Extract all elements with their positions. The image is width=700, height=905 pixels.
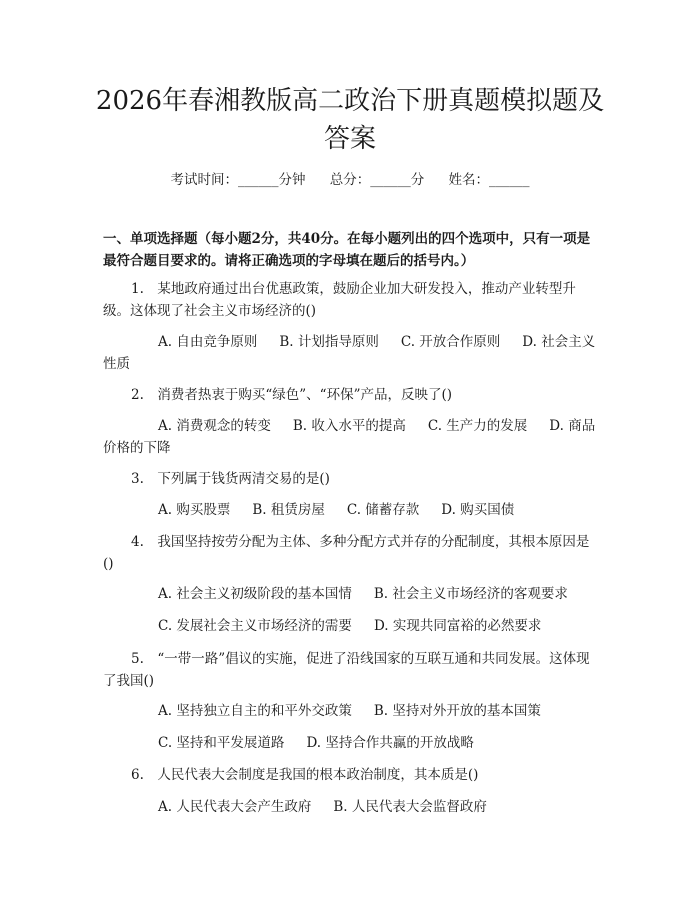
question-options: [103, 415, 599, 459]
option-c: C. 坚持和平发展道路: [158, 735, 285, 751]
exam-time-field: 考试时间：______分钟: [170, 172, 306, 188]
option-c: C. 储蓄存款: [346, 502, 420, 518]
exam-info: [0, 168, 700, 188]
question-options: [103, 331, 599, 375]
option-b: B. 计划指导原则: [279, 334, 379, 350]
option-a: A. 自由竞争原则: [158, 334, 258, 350]
option-a: A. 购买股票: [158, 502, 231, 518]
option-a: A. 人民代表大会产生政府: [158, 799, 312, 815]
section-heading: 一、单项选择题（每小题2分，共40分。在每小题列出的四个选项中，只有一项是最符合题目要求的。请将正确选项的字母填在题后的括号内。）: [103, 231, 591, 269]
question-stem: 6. 人民代表大会制度是我国的根本政治制度，其本质是(): [131, 767, 479, 783]
question-options: [103, 583, 599, 605]
question-options: [103, 700, 599, 722]
option-d: D. 实现共同富裕的必然要求: [373, 618, 542, 634]
question-stem: 5. “一带一路”倡议的实施，促进了沿线国家的互联互通和共同发展。这体现了我国(): [103, 651, 590, 689]
option-d: D. 购买国债: [441, 502, 515, 518]
question-stem: 3. 下列属于钱货两清交易的是(): [131, 471, 330, 487]
option-a: A. 消费观念的转变: [158, 418, 271, 434]
option-b: B. 坚持对外开放的基本国策: [373, 703, 541, 719]
question-options: [103, 499, 599, 521]
question-options: [103, 796, 599, 818]
question-options: [103, 615, 599, 637]
option-b: B. 租赁房屋: [252, 502, 325, 518]
question-options: [103, 732, 599, 754]
option-d: D. 商品价格的下降: [103, 418, 596, 456]
question-stem: 4. 我国坚持按劳分配为主体、多种分配方式并存的分配制度，其根本原因是(): [103, 534, 590, 572]
student-name-field: 姓名：______: [448, 172, 530, 188]
option-a: A. 社会主义初级阶段的基本国情: [158, 586, 352, 602]
option-c: C. 开放合作原则: [400, 334, 501, 350]
option-d: D. 社会主义性质: [103, 334, 596, 372]
option-b: B. 人民代表大会监督政府: [333, 799, 487, 815]
total-score-field: 总分：______分: [329, 172, 425, 188]
question-stem: 2. 消费者热衷于购买“绿色”、“环保”产品，反映了(): [131, 387, 453, 403]
question-stem: 1. 某地政府通过出台优惠政策，鼓励企业加大研发投入，推动产业转型升级。这体现了社会主义市场经济的(): [103, 281, 576, 319]
option-a: A. 坚持独立自主的和平外交政策: [158, 703, 352, 719]
option-c: C. 生产力的发展: [427, 418, 528, 434]
option-c: C. 发展社会主义市场经济的需要: [158, 618, 352, 634]
page-title: 2026年春湘教版高二政治下册真题模拟题及答案: [95, 86, 605, 154]
option-d: D. 坚持合作共赢的开放战略: [306, 735, 474, 751]
option-b: B. 社会主义市场经济的客观要求: [373, 586, 568, 602]
option-b: B. 收入水平的提高: [292, 418, 406, 434]
